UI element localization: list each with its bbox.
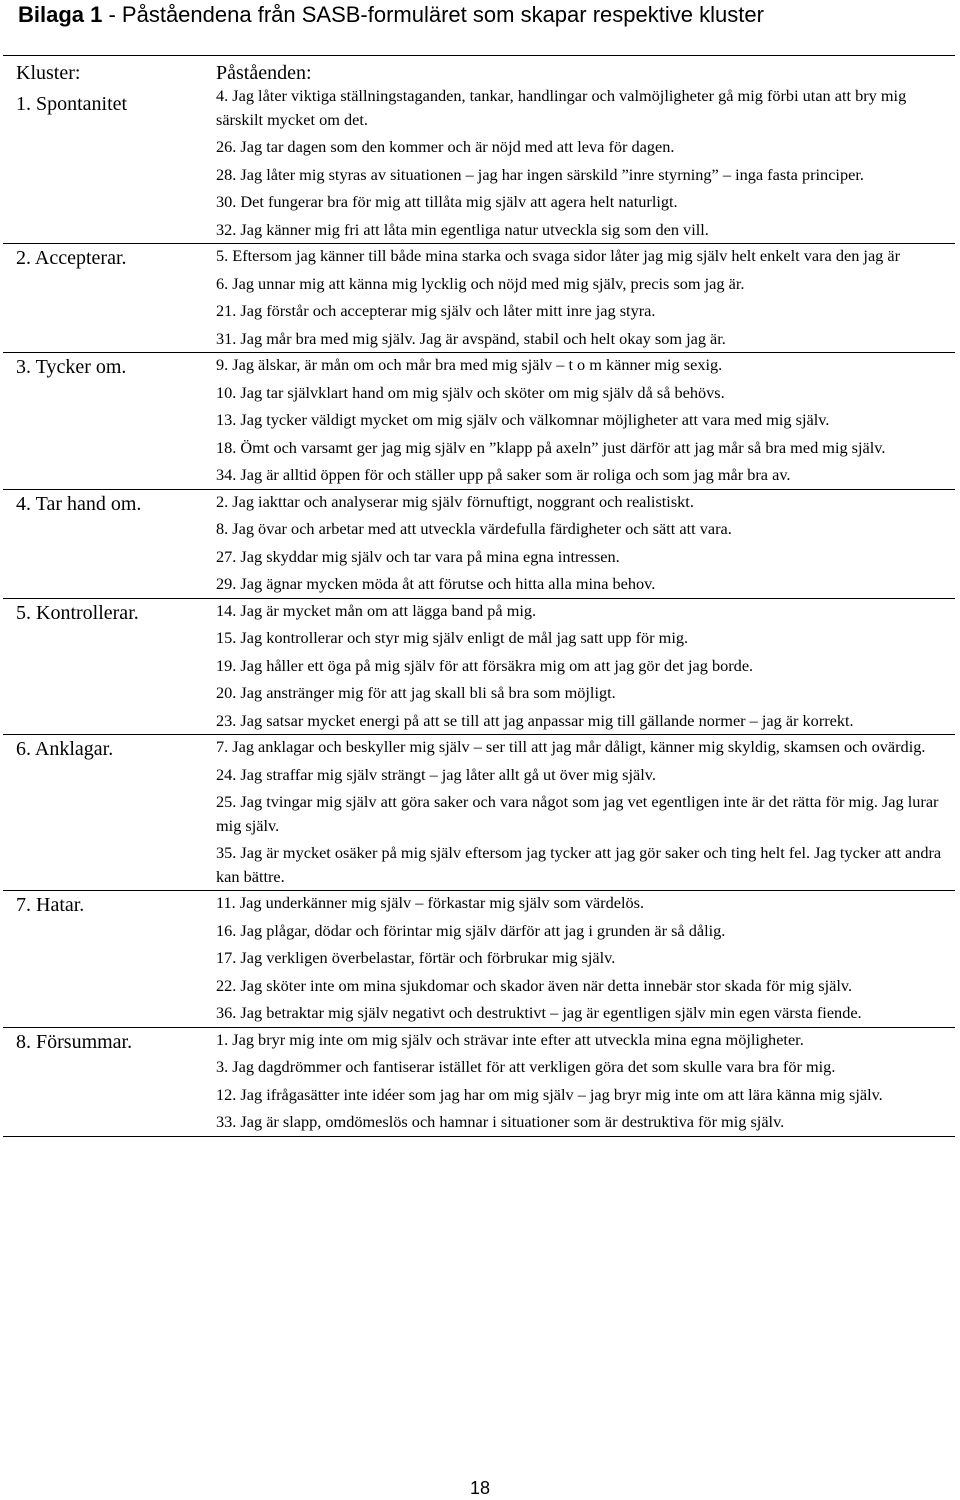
- statement-item: 5. Eftersom jag känner till både mina starka och svaga sidor låter jag mig själv helt enkelt vara den jag är: [216, 246, 901, 265]
- statement-item: 14. Jag är mycket mån om att lägga band på mig.: [216, 600, 537, 620]
- cluster-group: [3, 243, 955, 352]
- title-lead: Bilaga 1: [18, 2, 103, 27]
- statement-item: 6. Jag unnar mig att känna mig lycklig och nöjd med mig själv, precis som jag är.: [216, 273, 745, 293]
- statement-item: 12. Jag ifrågasätter inte idéer som jag har om mig själv – jag bryr mig inte om att lära känna mig själv.: [216, 1084, 883, 1104]
- cluster-group: [3, 598, 955, 735]
- page-number: 18: [469, 1478, 491, 1498]
- page-title: [18, 2, 764, 28]
- statement-list: [216, 735, 955, 890]
- statement-list: [216, 1028, 955, 1136]
- statement-item: 20. Jag anstränger mig för att jag skall bli så bra som möjligt.: [216, 683, 616, 702]
- statement-list: [216, 244, 955, 352]
- cluster-group: [3, 1027, 955, 1136]
- cluster-name: 6. Anklagar.: [16, 738, 114, 760]
- header-cluster: Kluster:: [16, 62, 81, 84]
- statement-item: 1. Jag bryr mig inte om mig själv och strävar inte efter att utveckla mina egna möjligheter.: [216, 1029, 804, 1049]
- statement-list: [216, 490, 955, 598]
- statement-item: 34. Jag är alltid öppen för och ställer upp på saker som är roliga och som jag mår bra av.: [216, 465, 791, 484]
- statement-item: 27. Jag skyddar mig själv och tar vara på mina egna intressen.: [216, 546, 620, 566]
- statement-item: 19. Jag håller ett öga på mig själv för att försäkra mig om att jag gör det jag borde.: [216, 655, 754, 675]
- statement-item: 22. Jag sköter inte om mina sjukdomar och skador även när detta innebär stor skada för mig själv.: [216, 975, 853, 995]
- cluster-name: 4. Tar hand om.: [16, 492, 142, 515]
- statement-item: 13. Jag tycker väldigt mycket om mig själv och välkomnar möjligheter att vara med mig själv.: [216, 410, 830, 429]
- statement-item: 29. Jag ägnar mycken möda åt att förutse och hitta alla mina behov.: [216, 574, 656, 593]
- statement-item: 31. Jag mår bra med mig själv. Jag är avspänd, stabil och helt okay som jag är.: [216, 328, 726, 348]
- statement-item: 3. Jag dagdrömmer och fantiserar istället för att verkligen göra det som skulle vara bra för mig.: [216, 1057, 836, 1076]
- cluster-name: 3. Tycker om.: [16, 356, 127, 378]
- cluster-group: [3, 352, 955, 489]
- header-statements: Påståenden:: [216, 62, 312, 84]
- cluster-table: [3, 55, 955, 1137]
- cluster-name: 5. Kontrollerar.: [16, 601, 139, 624]
- statement-list: [216, 599, 955, 735]
- statement-item: 10. Jag tar självklart hand om mig själv och sköter om mig själv då så behövs.: [216, 382, 725, 402]
- statement-item: 30. Det fungerar bra för mig att tillåta mig själv att agera helt naturligt.: [216, 192, 678, 211]
- statement-item: 4. Jag låter viktiga ställningstaganden, tankar, handlingar och valmöjligheter gå mig förbi utan att bry mig särskilt mycket om det.: [216, 86, 907, 129]
- statement-item: 36. Jag betraktar mig själv negativt och destruktivt – jag är egentligen själv min egen värsta fiende.: [216, 1003, 862, 1022]
- statement-item: 15. Jag kontrollerar och styr mig själv enligt de mål jag satt upp för mig.: [216, 628, 689, 647]
- statement-item: 9. Jag älskar, är mån om och mår bra med mig själv – t o m känner mig sexig.: [216, 355, 723, 374]
- statement-list: [216, 891, 955, 1027]
- statement-item: 25. Jag tvingar mig själv att göra saker och vara något som jag vet egentligen inte är det rätta för mig. Jag lurar mig själv.: [216, 792, 939, 835]
- statement-item: 26. Jag tar dagen som den kommer och är nöjd med att leva för dagen.: [216, 137, 675, 156]
- cluster-name: 8. Försummar.: [16, 1030, 133, 1053]
- cluster-name: 2. Accepterar.: [16, 247, 127, 269]
- statement-item: 17. Jag verkligen överbelastar, förtär och förbrukar mig själv.: [216, 948, 616, 967]
- statement-item: 24. Jag straffar mig själv strängt – jag låter allt gå ut över mig själv.: [216, 764, 656, 784]
- cluster-group: [3, 734, 955, 890]
- statement-item: 7. Jag anklagar och beskyller mig själv – ser till att jag mår dåligt, känner mig skyldig, skamsen och ovärdig.: [216, 737, 926, 756]
- cluster-group: [3, 489, 955, 598]
- statement-item: 2. Jag iakttar och analyserar mig själv förnuftigt, noggrant och realistiskt.: [216, 491, 694, 511]
- statement-list: [216, 86, 955, 243]
- cluster-group: [3, 86, 955, 243]
- cluster-name: 1. Spontanitet: [16, 93, 128, 115]
- statement-item: 18. Ömt och varsamt ger jag mig själv en ”klapp på axeln” just därför att jag mår så bra med mig själv.: [216, 437, 886, 457]
- cluster-name: 7. Hatar.: [16, 894, 85, 916]
- statement-list: [216, 353, 955, 489]
- statement-item: 35. Jag är mycket osäker på mig själv eftersom jag tycker att jag gör saker och ting helt fel. Jag tycker att andra kan bättre.: [216, 843, 942, 886]
- statement-item: 8. Jag övar och arbetar med att utveckla värdefulla färdigheter och sätt att vara.: [216, 519, 732, 538]
- statement-item: 32. Jag känner mig fri att låta min egentliga natur utveckla sig som den vill.: [216, 219, 709, 239]
- statement-item: 11. Jag underkänner mig själv – förkastar mig själv som värdelös.: [216, 893, 645, 912]
- title-rest: - Påståendena från SASB-formuläret som skapar respektive kluster: [102, 2, 764, 27]
- statement-item: 16. Jag plågar, dödar och förintar mig själv därför att jag i grunden är så dålig.: [216, 920, 726, 940]
- statement-item: 28. Jag låter mig styras av situationen – jag har ingen särskild ”inre styrning” – inga fasta principer.: [216, 164, 864, 184]
- cluster-group: [3, 890, 955, 1027]
- statement-item: 23. Jag satsar mycket energi på att se till att jag anpassar mig till gällande normer – jag är korrekt.: [216, 710, 854, 730]
- statement-item: 33. Jag är slapp, omdömeslös och hamnar i situationer som är destruktiva för mig själv.: [216, 1112, 785, 1131]
- statement-item: 21. Jag förstår och accepterar mig själv och låter mitt inre jag styra.: [216, 301, 656, 320]
